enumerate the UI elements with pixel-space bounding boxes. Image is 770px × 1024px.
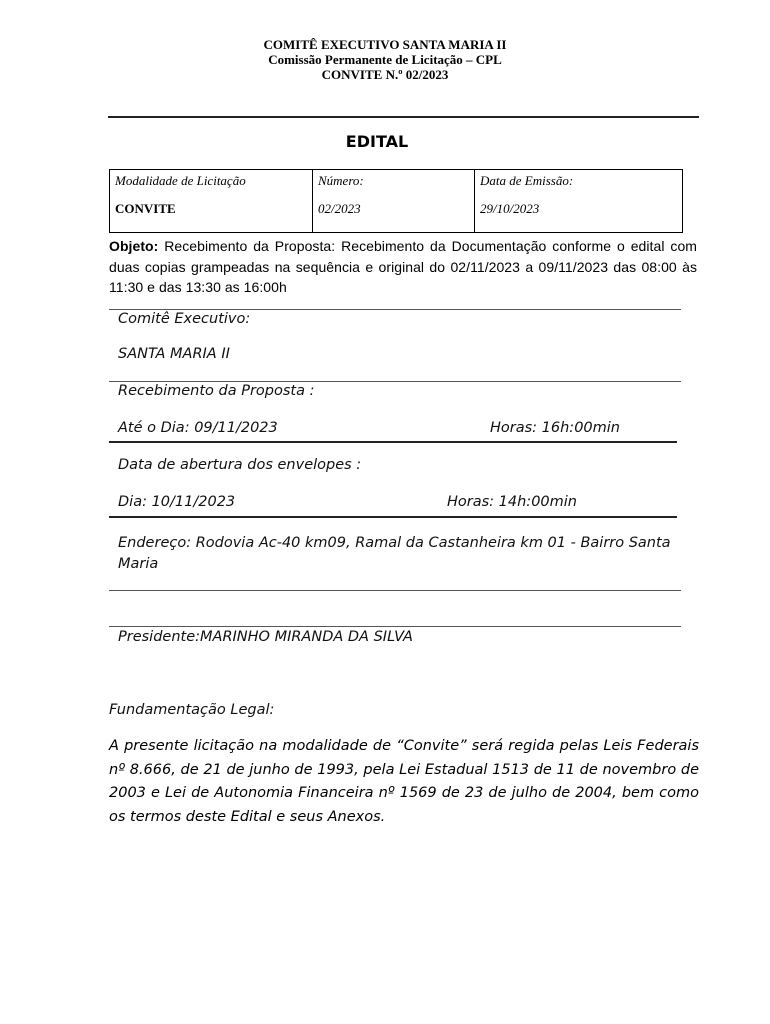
objeto-paragraph <box>109 236 697 298</box>
header-divider <box>108 116 699 118</box>
data-emissao-value: 29/10/2023 <box>480 201 540 216</box>
divider <box>109 590 681 591</box>
comite-label: Comitê Executivo: <box>118 311 251 327</box>
header-line-2: Comissão Permanente de Licitação – CPL <box>268 52 502 67</box>
divider <box>109 441 677 443</box>
numero-value: 02/2023 <box>318 201 361 216</box>
header-line-1: COMITÊ EXECUTIVO SANTA MARIA II <box>263 37 507 52</box>
modalidade-cell <box>110 170 313 233</box>
recebimento-label: Recebimento da Proposta : <box>118 383 315 399</box>
divider <box>109 381 681 382</box>
data-emissao-label: Data de Emissão: <box>480 173 574 188</box>
abertura-label: Data de abertura dos envelopes : <box>118 457 362 473</box>
page-title: EDITAL <box>345 132 409 151</box>
abertura-date: Dia: 10/11/2023 <box>118 494 236 510</box>
info-table <box>109 169 683 233</box>
numero-label: Número: <box>318 173 364 188</box>
divider <box>109 309 681 310</box>
comite-value: SANTA MARIA II <box>118 346 230 362</box>
objeto-text: Recebimento da Proposta: Recebimento da Documentação conforme o edital com duas copias grampeadas na sequência e original do 02/11/2023 a 09/11/2023 das 08:00 às 11:30 e das 13:30 as 16:00h <box>109 238 697 295</box>
data-emissao-cell <box>475 170 683 233</box>
endereco-text: Endereço: Rodovia Ac-40 km09, Ramal da Castanheira km 01 - Bairro Santa Maria <box>118 535 671 572</box>
recebimento-hour: Horas: 16h:00min <box>490 420 620 436</box>
modalidade-value: CONVITE <box>115 201 176 216</box>
modalidade-label: Modalidade de Licitação <box>115 173 246 188</box>
numero-cell <box>313 170 475 233</box>
divider <box>109 626 681 627</box>
recebimento-date: Até o Dia: 09/11/2023 <box>118 420 278 436</box>
header-line-3: CONVITE N.º 02/2023 <box>321 67 449 82</box>
objeto-label: Objeto: <box>109 238 159 254</box>
abertura-hour: Horas: 14h:00min <box>447 494 577 510</box>
divider <box>109 516 677 518</box>
fundamentacao-label: Fundamentação Legal: <box>109 702 275 718</box>
fundamentacao-text: A presente licitação na modalidade de “Convite” será regida pelas Leis Federais nº 8.666, de 21 de junho de 1993, pela Lei Estadual 1513 de 11 de novembro de 2003 e Lei de Autonomia Financeira nº 1569 de 23 de julho de 2004, bem como os termos deste Edital e seus Anexos. <box>109 738 699 825</box>
presidente-text: Presidente:MARINHO MIRANDA DA SILVA <box>118 629 413 645</box>
